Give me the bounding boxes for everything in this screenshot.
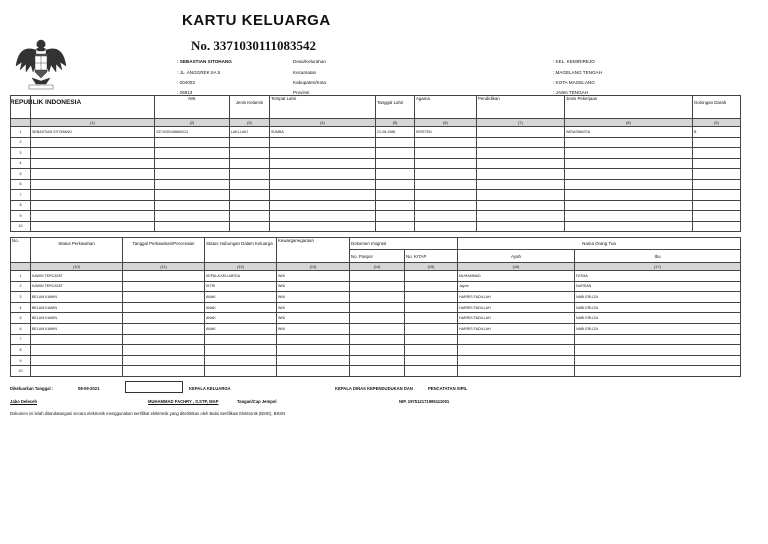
table-cell: NURSAN <box>575 281 741 292</box>
table-row <box>11 334 741 345</box>
table-cell: HARRIS FADILLAH <box>458 323 575 334</box>
table-cell <box>477 200 565 211</box>
table-cell <box>270 211 376 222</box>
header-religion: Agama <box>415 96 477 119</box>
table-cell <box>376 179 415 190</box>
table-cell <box>277 334 350 345</box>
postal-code-value: : 25913 <box>177 90 193 95</box>
table-cell: 21-08-1986 <box>376 127 415 138</box>
table-cell: 7 <box>11 190 31 201</box>
table-cell: LAKI-LAKI <box>230 127 270 138</box>
table-cell <box>565 158 693 169</box>
header-relationship: Status Hubungan Dalam Keluarga <box>205 238 277 263</box>
col-number <box>11 119 31 127</box>
table-cell <box>123 271 205 282</box>
republic-label: REPUBLIK INDONESIA <box>10 99 82 106</box>
table-cell <box>155 190 230 201</box>
table-cell <box>155 137 230 148</box>
table-cell <box>376 137 415 148</box>
col-number: (7) <box>477 119 565 127</box>
header-citizenship: Kewarganegaraan <box>277 238 350 263</box>
table-row <box>11 148 741 159</box>
table-row <box>11 323 741 334</box>
table-row <box>11 211 741 222</box>
table-cell <box>565 200 693 211</box>
header-birthplace: Tempat Lahir <box>270 96 376 119</box>
table-cell <box>565 221 693 232</box>
province-label: Provinsi <box>293 90 310 95</box>
table-row <box>11 302 741 313</box>
table-cell <box>277 366 350 377</box>
table-cell <box>415 211 477 222</box>
col-number: (8) <box>565 119 693 127</box>
table-cell <box>575 355 741 366</box>
table-cell <box>405 313 458 324</box>
table-cell: NABI ERLIZA <box>575 302 741 313</box>
table-cell: HARRIS FADILLAH <box>458 302 575 313</box>
table-cell: KAWIN TERCATAT <box>31 271 123 282</box>
table-cell: 1 <box>11 127 31 138</box>
table-cell <box>205 345 277 356</box>
table-cell <box>477 190 565 201</box>
table-cell <box>123 302 205 313</box>
col-number: (15) <box>405 263 458 271</box>
province-value: : JAWA TENGAH <box>553 90 589 95</box>
table-row <box>11 158 741 169</box>
table-cell <box>477 179 565 190</box>
header-education: Pendidikan <box>477 96 565 119</box>
table-cell <box>575 334 741 345</box>
table-cell <box>230 158 270 169</box>
table-cell <box>31 200 155 211</box>
table-cell <box>230 148 270 159</box>
table-cell <box>155 221 230 232</box>
header-kitap: No. KITAP <box>405 250 458 263</box>
district-value: : MAGELANG TENGAH <box>553 70 602 75</box>
table-cell: B <box>693 127 741 138</box>
family-head-label: KEPALA KELUARGA <box>189 386 231 391</box>
table-cell <box>565 211 693 222</box>
table-cell <box>415 137 477 148</box>
issued-date-value: 08-09-2021 <box>78 386 100 391</box>
table-cell <box>270 148 376 159</box>
table-cell <box>31 366 123 377</box>
col-number: (3) <box>230 119 270 127</box>
table-cell <box>350 302 405 313</box>
document-title: KARTU KELUARGA <box>182 12 331 29</box>
table1-number-row <box>11 119 741 127</box>
table-cell <box>415 148 477 159</box>
table-cell: BELUM KAWIN <box>31 313 123 324</box>
col-number: (16) <box>458 263 575 271</box>
table-cell: WNI <box>277 281 350 292</box>
table-cell <box>123 334 205 345</box>
table-row <box>11 127 741 138</box>
table-cell <box>230 200 270 211</box>
table-cell <box>405 355 458 366</box>
table-cell <box>693 211 741 222</box>
table-cell: BELUM KAWIN <box>31 302 123 313</box>
table-row <box>11 355 741 366</box>
table-cell <box>270 200 376 211</box>
table-cell <box>123 292 205 303</box>
district-label: Kecamatan <box>293 70 317 75</box>
table-cell <box>270 137 376 148</box>
table-cell <box>405 271 458 282</box>
table-cell: WNI <box>277 271 350 282</box>
table-cell <box>477 127 565 138</box>
table-cell <box>458 366 575 377</box>
table-cell <box>693 179 741 190</box>
table-row <box>11 179 741 190</box>
table-cell: NABI ERLIZA <box>575 313 741 324</box>
table-cell <box>477 137 565 148</box>
jabatan-label: Jabo Deleceh <box>10 399 37 404</box>
table-cell <box>123 345 205 356</box>
col-number: (1) <box>31 119 155 127</box>
table-cell <box>277 345 350 356</box>
header-no <box>11 96 31 119</box>
official-nip: NIP. 197512171995111001 <box>399 399 450 404</box>
table-cell: 1 <box>11 271 31 282</box>
table-cell <box>350 355 405 366</box>
table-cell: 3371030108860013 <box>155 127 230 138</box>
table-cell <box>205 355 277 366</box>
table-cell <box>376 190 415 201</box>
table-cell <box>155 158 230 169</box>
table-cell: 6 <box>11 323 31 334</box>
table-cell <box>405 334 458 345</box>
table-cell <box>277 355 350 366</box>
table-cell: 7 <box>11 334 31 345</box>
table-cell <box>123 281 205 292</box>
table-cell: Jaymi <box>458 281 575 292</box>
table-cell <box>415 179 477 190</box>
rt-rw-value: : 004003 <box>177 80 195 85</box>
col-number: (12) <box>205 263 277 271</box>
signature-box <box>125 381 183 393</box>
table-cell: 4 <box>11 302 31 313</box>
header-blood-type: Golongan Darah <box>693 96 741 119</box>
table-cell: BELUM KAWIN <box>31 292 123 303</box>
table-cell <box>31 190 155 201</box>
signature-label: Tangan/Cap Jempol <box>237 399 277 404</box>
table-cell <box>405 281 458 292</box>
garuda-emblem-icon <box>14 36 68 96</box>
col-number: (4) <box>270 119 376 127</box>
table-cell <box>270 179 376 190</box>
col-number: (5) <box>376 119 415 127</box>
head-name-value: : SEBASTIAN SITOHANG <box>177 59 232 64</box>
regency-value: : KOTA MAGELANG <box>553 80 595 85</box>
issued-date-label: Dikeluarkan Tanggal : <box>10 386 54 391</box>
table-cell <box>350 366 405 377</box>
table-cell <box>693 190 741 201</box>
table-row <box>11 345 741 356</box>
table-cell <box>565 148 693 159</box>
table-cell: 5 <box>11 313 31 324</box>
table-row <box>11 271 741 282</box>
table-cell <box>350 271 405 282</box>
table-row <box>11 313 741 324</box>
col-number <box>11 263 31 271</box>
table-cell <box>565 190 693 201</box>
table-cell <box>350 313 405 324</box>
table-cell <box>405 366 458 377</box>
header-mother: Ibu <box>575 250 741 263</box>
address-value: : JL. ANGGREK IIA 5 <box>177 70 221 75</box>
table-row <box>11 221 741 232</box>
header-father: Ayah <box>458 250 575 263</box>
official-name: MUHAMMAD FACHRY , S.STP, MAP <box>148 399 219 404</box>
table-cell <box>123 313 205 324</box>
table-cell <box>415 169 477 180</box>
table-row <box>11 292 741 303</box>
table-cell <box>376 211 415 222</box>
table-cell <box>693 148 741 159</box>
table-cell <box>31 211 155 222</box>
col-number: (10) <box>31 263 123 271</box>
table-cell <box>350 323 405 334</box>
table-cell <box>376 148 415 159</box>
table-cell <box>477 211 565 222</box>
table-cell <box>31 221 155 232</box>
table-cell <box>415 158 477 169</box>
table-cell <box>415 200 477 211</box>
table-cell <box>693 221 741 232</box>
table-cell <box>31 334 123 345</box>
table-cell <box>205 366 277 377</box>
table-cell: HARRIS FADILLAH <box>458 313 575 324</box>
col-number: (6) <box>415 119 477 127</box>
table-cell <box>155 200 230 211</box>
table-cell <box>575 345 741 356</box>
table-cell <box>477 158 565 169</box>
table-row <box>11 281 741 292</box>
table-cell: SUMBA <box>270 127 376 138</box>
table-cell <box>270 221 376 232</box>
header-nik: NIK <box>155 96 230 119</box>
table-cell <box>123 355 205 366</box>
table-cell: WNI <box>277 313 350 324</box>
table-cell: 9 <box>11 211 31 222</box>
table-cell <box>693 200 741 211</box>
table-cell: 2 <box>11 281 31 292</box>
table-cell <box>123 323 205 334</box>
table-cell <box>155 179 230 190</box>
table-cell <box>31 355 123 366</box>
table-cell <box>477 148 565 159</box>
header-birthdate: Tanggal Lahir <box>376 96 415 119</box>
table-cell: 10 <box>11 221 31 232</box>
table-cell <box>230 169 270 180</box>
table-cell <box>477 221 565 232</box>
table-cell <box>458 334 575 345</box>
table-cell <box>31 179 155 190</box>
table-cell: 3 <box>11 148 31 159</box>
table2-header-row-a <box>11 238 741 250</box>
family-card-number: No. 3371030111083542 <box>191 38 316 53</box>
table-cell <box>350 345 405 356</box>
table-cell: ANAK <box>205 302 277 313</box>
table-cell <box>565 169 693 180</box>
table-cell <box>565 179 693 190</box>
table-cell <box>376 158 415 169</box>
table-cell <box>575 366 741 377</box>
table-cell <box>405 302 458 313</box>
table-cell: 2 <box>11 137 31 148</box>
table-cell <box>350 292 405 303</box>
col-number: (11) <box>123 263 205 271</box>
table-cell: 9 <box>11 355 31 366</box>
table-cell <box>270 190 376 201</box>
table-cell <box>230 179 270 190</box>
table-cell <box>350 281 405 292</box>
header-immigration: Dokumen Imigrasi <box>350 238 458 250</box>
table-cell: ANAK <box>205 292 277 303</box>
regency-label: Kabupaten/Kota <box>293 80 326 85</box>
table-cell <box>31 169 155 180</box>
table-cell <box>230 211 270 222</box>
header-marital-status: Status Perkawinan <box>31 238 123 263</box>
table-cell: SEBASTIAN SITOHANG <box>31 127 155 138</box>
table-cell <box>693 158 741 169</box>
table-cell: BELUM KAWIN <box>31 323 123 334</box>
table-cell: ANAK <box>205 313 277 324</box>
table-cell: WNI <box>277 323 350 334</box>
table-cell: NABI ERLIZA <box>575 323 741 334</box>
table-cell <box>415 221 477 232</box>
header-full-name <box>31 96 155 119</box>
table-cell: ANAK <box>205 323 277 334</box>
table2-number-row <box>11 263 741 271</box>
table-cell: WNI <box>277 292 350 303</box>
table-cell <box>123 366 205 377</box>
table-cell <box>155 211 230 222</box>
table-cell: WNI <box>277 302 350 313</box>
table-cell <box>376 200 415 211</box>
table-cell <box>31 158 155 169</box>
table-cell <box>230 190 270 201</box>
table-cell: NABI ERLIZA <box>575 292 741 303</box>
agency-head-label: KEPALA DINAS KEPENDUDUKAN DAN <box>335 386 413 391</box>
table-cell: 8 <box>11 200 31 211</box>
table-cell: KAWIN TERCATAT <box>31 281 123 292</box>
table-row <box>11 190 741 201</box>
table-cell: ISTRI <box>205 281 277 292</box>
table-cell <box>405 292 458 303</box>
table-cell <box>230 137 270 148</box>
civil-registry-label: PENCATATAN SIPIL <box>428 386 468 391</box>
family-members-table <box>10 95 741 232</box>
table-cell <box>415 190 477 201</box>
col-number: (17) <box>575 263 741 271</box>
civil-status-table <box>10 237 741 377</box>
header-occupation: Jenis Pekerjaan <box>565 96 693 119</box>
table1-header-row <box>11 96 741 119</box>
table-cell: KEPALA KELUARGA <box>205 271 277 282</box>
table-cell <box>155 169 230 180</box>
table-cell <box>270 169 376 180</box>
village-label: Desa/Kelurahan <box>293 59 326 64</box>
table-cell <box>458 345 575 356</box>
table-cell <box>477 169 565 180</box>
table-cell <box>376 169 415 180</box>
table-cell: 3 <box>11 292 31 303</box>
col-number: (9) <box>693 119 741 127</box>
table-cell: 4 <box>11 158 31 169</box>
header-no: No. <box>11 238 31 263</box>
table-cell <box>31 137 155 148</box>
table-cell: KRISTEN <box>415 127 477 138</box>
table-row <box>11 169 741 180</box>
table-cell <box>31 148 155 159</box>
table-cell: 8 <box>11 345 31 356</box>
header-passport: No. Paspor <box>350 250 405 263</box>
col-number: (14) <box>350 263 405 271</box>
table-cell: MUHAMMAD <box>458 271 575 282</box>
table-row <box>11 137 741 148</box>
table-cell <box>155 148 230 159</box>
table-cell <box>565 137 693 148</box>
table-cell: HARRIS FADILLAH <box>458 292 575 303</box>
table-row <box>11 200 741 211</box>
table-cell <box>205 334 277 345</box>
table-cell <box>270 158 376 169</box>
table-cell <box>31 345 123 356</box>
header-parents: Nama Orang Tua <box>458 238 741 250</box>
table-row <box>11 366 741 377</box>
table-cell <box>405 345 458 356</box>
table-cell <box>405 323 458 334</box>
table-cell: 10 <box>11 366 31 377</box>
col-number: (13) <box>277 263 350 271</box>
col-number: (2) <box>155 119 230 127</box>
table-cell <box>693 169 741 180</box>
table-cell <box>376 221 415 232</box>
table-cell <box>693 137 741 148</box>
header-gender: Jenis Kelamin <box>230 96 270 119</box>
table-cell: FATMA <box>575 271 741 282</box>
table-cell: WIRASWASTA <box>565 127 693 138</box>
village-value: : KEL. KEMIRIREJO <box>553 59 595 64</box>
table-cell <box>350 334 405 345</box>
e-sign-note: Dokumen ini telah ditandatangani secara elektronik menggunakan sertifikat elektronik yang diterbitkan oleh Balai Sertifikasi Elektronik (BSrE), BSSN <box>10 411 286 416</box>
table-cell: 5 <box>11 169 31 180</box>
table-cell <box>458 355 575 366</box>
header-marriage-date: Tanggal Perkawinan/Perceraian <box>123 238 205 263</box>
table-cell: 6 <box>11 179 31 190</box>
table-cell <box>230 221 270 232</box>
